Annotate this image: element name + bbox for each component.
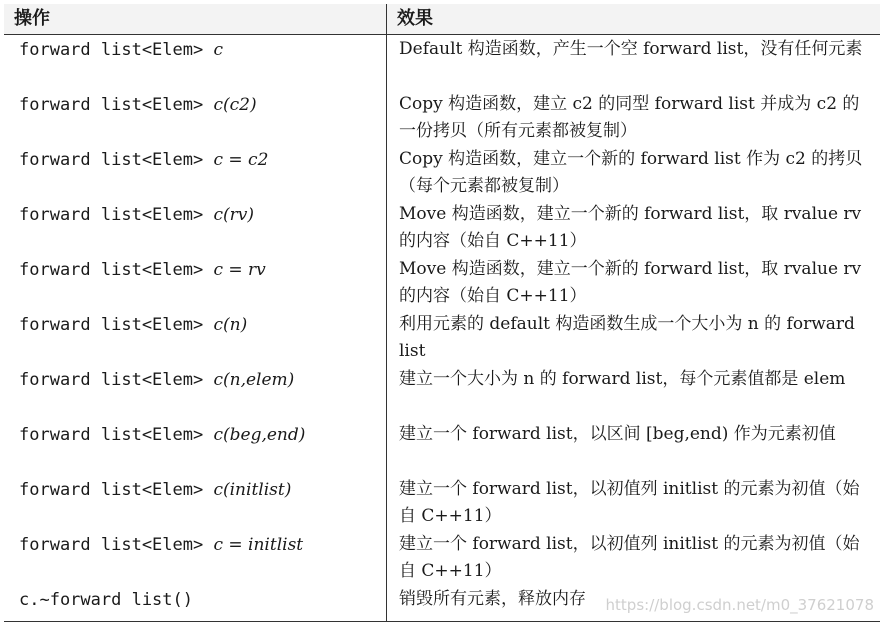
table-header-row: [4, 4, 880, 35]
effect-cell: 建立一个 forward list，以初值列 initlist 的元素为初值（始自 C++11）: [399, 479, 860, 526]
operation-cell: [4, 145, 387, 200]
operation-cell: [4, 420, 387, 475]
operation-cell: [4, 310, 387, 365]
effect-cell: 建立一个大小为 n 的 forward list，每个元素值都是 elem: [399, 369, 846, 389]
table-row: [4, 35, 880, 91]
operation-prefix: forward list<Elem>: [19, 480, 214, 500]
operation-prefix: forward list<Elem>: [19, 260, 214, 280]
operation-argument: c(n,elem): [213, 370, 295, 390]
operation-cell: [4, 255, 387, 310]
table-row: [4, 530, 880, 585]
operation-prefix: forward list<Elem>: [19, 40, 214, 60]
table-row: [4, 420, 880, 475]
table-row: [4, 310, 880, 365]
operation-argument: c(beg,end): [213, 425, 306, 445]
effect-cell: 利用元素的 default 构造函数生成一个大小为 n 的 forward list: [399, 314, 855, 361]
effect-cell: 建立一个 forward list，以区间 [beg,end) 作为元素初值: [399, 424, 836, 444]
operation-argument: c(c2): [213, 95, 257, 115]
effect-cell: 建立一个 forward list，以初值列 initlist 的元素为初值（始自 C++11）: [399, 534, 860, 581]
operation-prefix: forward list<Elem>: [19, 205, 214, 225]
operation-cell: [4, 200, 387, 255]
table-row: [4, 475, 880, 530]
operation-argument: c(initlist): [213, 480, 292, 500]
operation-prefix: c.~forward list(): [19, 590, 193, 610]
operation-argument: c = c2: [213, 150, 269, 170]
header-effect: 效果: [387, 4, 881, 35]
operation-cell: [4, 585, 387, 622]
operation-cell: [4, 90, 387, 145]
operation-prefix: forward list<Elem>: [19, 425, 214, 445]
header-operation: 操作: [4, 4, 387, 35]
effect-cell: Move 构造函数，建立一个新的 forward list，取 rvalue rv 的内容（始自 C++11）: [399, 204, 862, 251]
operation-argument: c = rv: [213, 260, 266, 280]
operation-argument: c(rv): [213, 205, 254, 225]
operation-cell: [4, 35, 387, 91]
operation-prefix: forward list<Elem>: [19, 95, 214, 115]
operation-argument: c = initlist: [213, 535, 304, 555]
watermark: https://blog.csdn.net/m0_37621078: [605, 596, 874, 614]
table-row: [4, 90, 880, 145]
operations-table: [4, 4, 880, 622]
effect-cell: Move 构造函数，建立一个新的 forward list，取 rvalue rv 的内容（始自 C++11）: [399, 259, 862, 306]
operation-prefix: forward list<Elem>: [19, 535, 214, 555]
operation-prefix: forward list<Elem>: [19, 370, 214, 390]
effect-cell: Default 构造函数，产生一个空 forward list，没有任何元素: [399, 39, 863, 59]
operation-prefix: forward list<Elem>: [19, 150, 214, 170]
operation-argument: c(n): [213, 315, 248, 335]
operation-cell: [4, 475, 387, 530]
operation-argument: c: [213, 40, 223, 60]
effect-cell: Copy 构造函数，建立一个新的 forward list 作为 c2 的拷贝（每个元素都被复制）: [399, 149, 863, 196]
table-row: [4, 255, 880, 310]
table-row: [4, 145, 880, 200]
table-row: [4, 200, 880, 255]
operation-prefix: forward list<Elem>: [19, 315, 214, 335]
effect-cell: 销毁所有元素，释放内存: [387, 585, 881, 622]
table-row: [4, 365, 880, 420]
operation-cell: [4, 365, 387, 420]
effect-cell: Copy 构造函数，建立 c2 的同型 forward list 并成为 c2 的一份拷贝（所有元素都被复制）: [399, 94, 860, 141]
operation-cell: [4, 530, 387, 585]
